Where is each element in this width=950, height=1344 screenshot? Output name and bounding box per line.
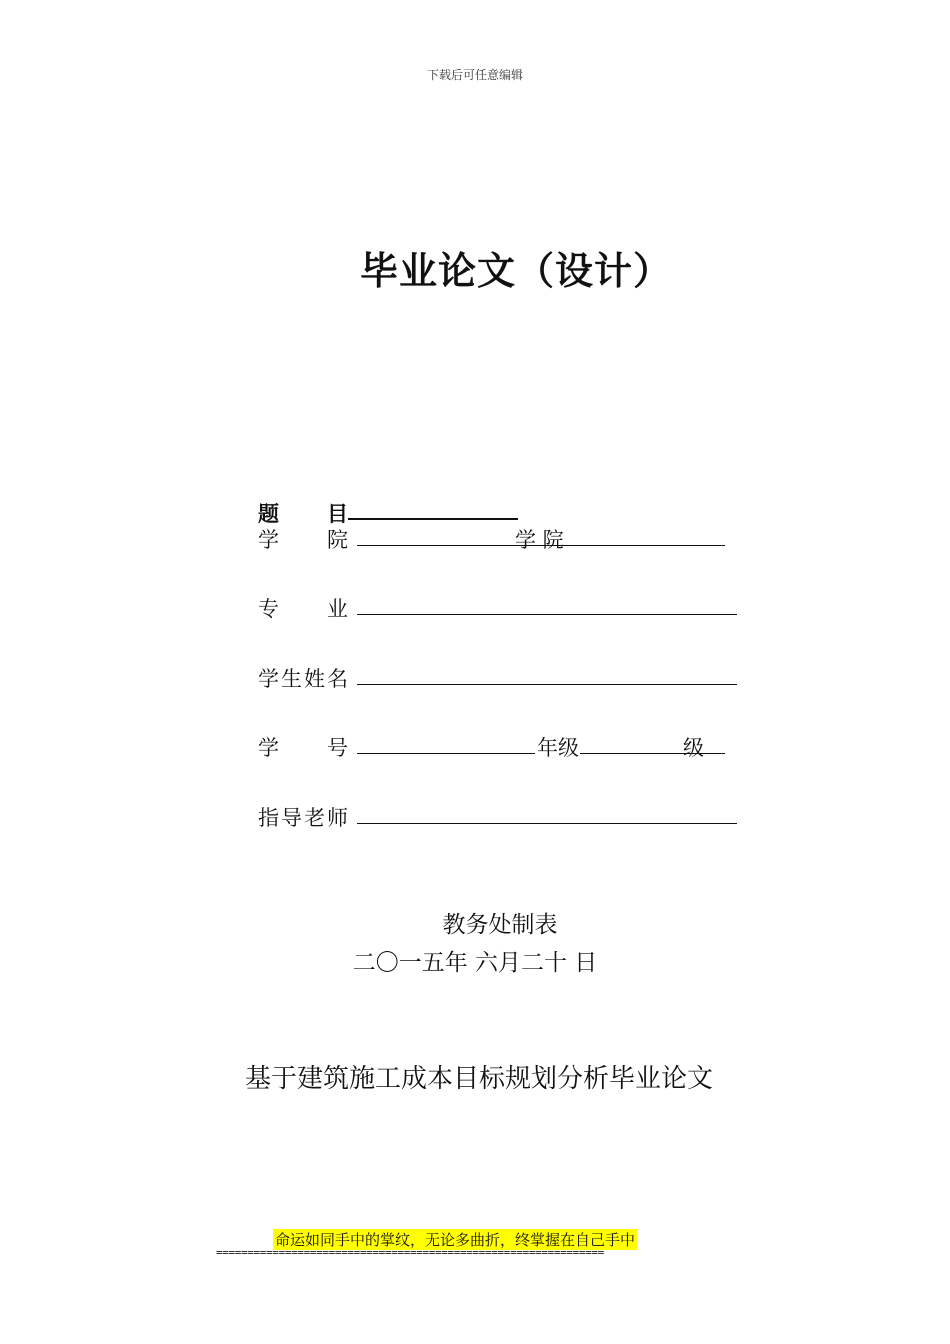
student-id-label: 学号 [258, 736, 348, 760]
college-value: 学 院 [515, 528, 564, 552]
grade-suffix: 级 [683, 736, 704, 760]
title-label: 题目 [258, 502, 348, 526]
major-field[interactable] [357, 614, 737, 615]
date-label: 二〇一五年 六月二十 日 [352, 950, 598, 976]
major-label: 专业 [258, 597, 348, 621]
advisor-field[interactable] [357, 823, 737, 824]
footer-separator: ============================================================== [216, 1246, 604, 1259]
advisor-label: 指导老师 [258, 806, 348, 830]
office-label: 教务处制表 [442, 912, 558, 938]
college-label: 学院 [258, 528, 348, 552]
thesis-title: 基于建筑施工成本目标规划分析毕业论文 [245, 1064, 714, 1094]
footer-slogan: 命运如同手中的掌纹，无论多曲折，终掌握在自己手中 [275, 1231, 636, 1249]
title-field[interactable] [348, 518, 518, 520]
student-name-field[interactable] [357, 684, 737, 685]
header-note: 下载后可任意编辑 [426, 68, 523, 82]
grade-label: 年级 [537, 736, 579, 760]
page-title: 毕业论文（设计） [360, 249, 673, 293]
student-name-label: 学生姓名 [258, 667, 348, 691]
student-id-field[interactable] [357, 753, 535, 754]
